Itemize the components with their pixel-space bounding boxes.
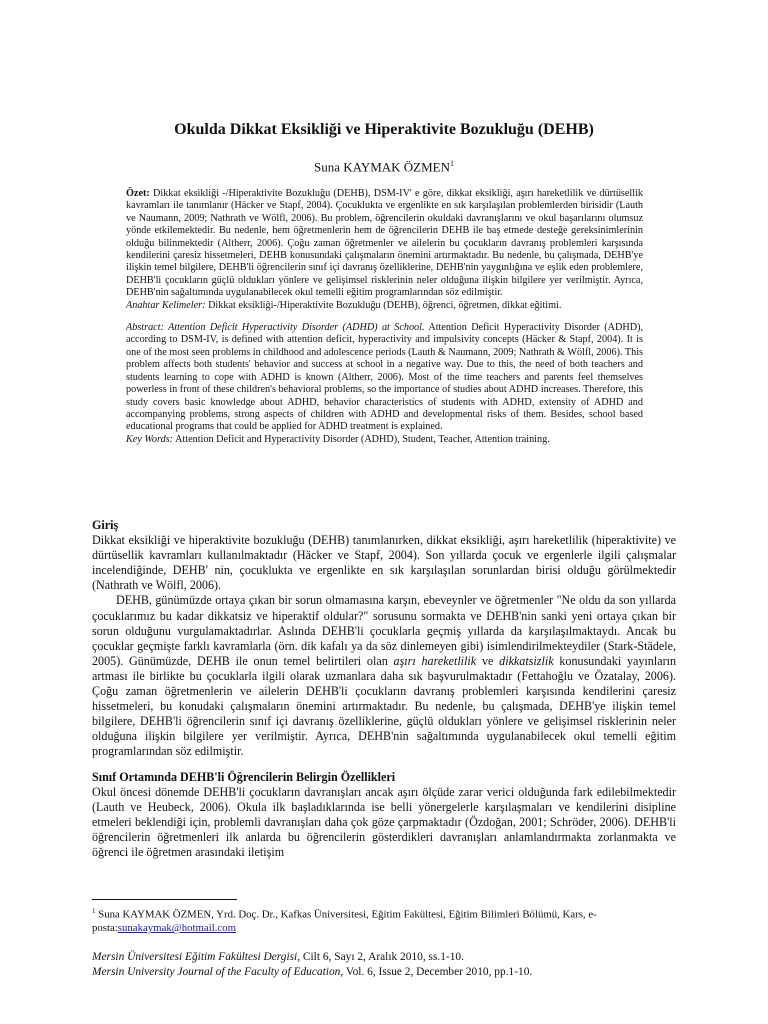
intro-paragraph-2 [92, 593, 676, 759]
intro-p2-term-1: aşırı hareketlilik [393, 653, 477, 668]
paper-title: Okulda Dikkat Eksikliği ve Hiperaktivite Bozukluğu (DEHB) [174, 121, 594, 138]
keywords-tr-label: Anahtar Kelimeler: [126, 299, 206, 311]
abstract-en [126, 322, 643, 434]
keywords-tr-text: Dikkat eksikliği-/Hiperaktivite Bozukluğu (DEHB), öğrenci, öğretmen, dikkat eğitimi. [208, 299, 562, 311]
abstract-block [126, 188, 643, 446]
footnote-mark: 1 [92, 907, 96, 915]
journal-details-tr: , Cilt 6, Sayı 2, Aralık 2010, ss.1-10. [297, 951, 464, 963]
journal-name-tr: Mersin Üniversitesi Eğitim Fakültesi Dergisi [92, 951, 298, 963]
abstract-tr-label: Özet: [126, 188, 150, 199]
abstract-en-label: Abstract: Attention Deficit Hyperactivity Disorder (ADHD) at School. [126, 322, 425, 334]
journal-citation [92, 950, 676, 979]
intro-paragraph-1: Dikkat eksikliği ve hiperaktivite bozukluğu (DEHB) tanımlanırken, dikkat eksikliği, aşırı hareketlilik (hiperaktivite) ve dürtüsellik kavramları kullanılmaktadır (Häcker ve Stapf, 2004). Son yıllarda çocuk ve ergenlerle ilgili çalışmalar incelendiğinde, DEHB' nin, çocuklukta ve ergenlikte en sık karşılaşılan sorunlardan birisi olduğu görülmektedir (Nathrath ve Wölfl, 2006). [92, 533, 676, 593]
journal-citation-en [92, 965, 676, 980]
intro-p2-and: ve [481, 653, 494, 668]
intro-p2-term-2: dikkatsizlik [499, 653, 554, 668]
abstract-tr-text: Dikkat eksikliği -/Hiperaktivite Bozukluğu (DEHB), DSM-IV' e göre, dikkat eksikliği, aşırı hareketlilik ve dürtüsellik kavramları ile tanımlanır (Häcker ve Stapf, 2004). Çocuklukta ve ergenlikte en sık karşılaşılan problemlerden birisidir (Lauth ve Naumann, 2009; Nathrath ve Wölfl, 2006). Bu problem, öğrencilerin okuldaki davranışlarını ve okul başarılarını olumsuz yönde etkilemektedir. Bu nedenle, hem öğretmenlerin hem de öğrencilerin DEHB ile baş etmede desteğe gereksinimlerinin olduğu bilinmektedir (Altherr, 2006). Çoğu zaman öğretmenler ve ailelerin bu çocukların davranış problemleri karşısında kendilerini çaresiz hissetmeleri, DEHB konusundaki çalışmaların önemini artırmaktadır. Bu nedenle, bu çalışmada, DEHB'ye ilişkin temel bilgilere, DEHB'li öğrencilerin sınıf içi davranış özelliklerine, DEHB'nin yaygınlığına ve eşlik eden problemlere, DEHB'li çocukların güçlü oldukları yönlere ve gelişimsel risklerinin neler olduğuna ilişkin bilgilere yer verilmiştir. Ayrıca, DEHB'nin sağaltımında uygulanabilecek okul temelli eğitim programlarından söz edilmiştir. [126, 188, 644, 299]
abstract-en-text: Attention Deficit Hyperactivity Disorder (ADHD), according to DSM-IV, is defined with attention deficit, hyperactivity and impulsivity concepts (Häcker & Stapf, 2004). It is one of the most seen problems in childhood and adolescence periods (Lauth & Naumann, 2009; Nathrath & Wölfl, 2006). This problem affects both students' behavior and success at school in a negative way. Due to this, the need of both teachers and students learning to cope with ADHD is known (Altherr, 2006). Most of the time teachers and parents feel themselves powerless in front of these children's behavioral problems, so the importance of studies about ADHD increases. Therefore, this study covers basic knowledge about ADHD, behavior characteristics of students with ADHD, extensity of ADHD and accompanying problems, strong aspects of children with ADHD and developmental risks of them. Besides, school based educational programs that could be applied for ADHD treatment is explained. [126, 322, 644, 433]
footnote-text: Suna KAYMAK ÖZMEN, Yrd. Doç. Dr., Kafkas Üniversitesi, Eğitim Fakültesi, Eğitim Bilimleri Bölümü, Kars, e-posta: [92, 908, 597, 935]
keywords-en-text: Attention Deficit and Hyperactivity Disorder (ADHD), Student, Teacher, Attention training. [175, 433, 550, 445]
keywords-en-label: Key Words: [126, 433, 174, 445]
footnote-divider [92, 899, 237, 900]
footnote [92, 905, 676, 936]
intro-p2-part-b: konusundaki yayınların artması ile birlikte bu çocuklarla ilgili olarak uzmanlara daha sık başvurulmaktadır (Fettahoğlu ve Özatalay, 2006). Çoğu zaman öğretmenlerin ve ailelerin DEHB'li çocukların davranış problemleri karşısında kendilerini çaresiz hissetmeleri, bu konudaki çalışmaların önemini artırmaktadır. Bu nedenle, bu çalışmada, DEHB'ye ilişkin temel bilgilere, DEHB'li öğrencilerin sınıf içi davranış özelliklerine, güçlü oldukları yönlere ve gelişimsel risklerinin neler olduğuna ilişkin bilgilere yer verilmiştir. Ayrıca, DEHB'nin sağaltımında uygulanabilecek okul temelli eğitim programlarından söz edilmiştir. [92, 653, 677, 759]
section-2-paragraph-1: Okul öncesi dönemde DEHB'li çocukların davranışları ancak aşırı ölçüde zarar verici olduğunda fark edilebilmektedir (Lauth ve Heubeck, 2006). Okula ilk başladıklarında ise belli yönergelerle karşılaşmaları ve kendilerini disipline etmeleri beklendiği için, problemli davranışları daha çok göze çarpmaktadır (Özdoğan, 2001; Schröder, 2006). DEHB'li öğrencilerin öğretmenleri ilk anlarda bu öğrencilerin gösterdikleri davranışları anlamlandırmakta zorlanmakta ve öğrenci ile öğretmen arasındaki iletişim [92, 784, 676, 859]
section-2-heading: Sınıf Ortamında DEHB'li Öğrencilerin Belirgin Özellikleri [92, 769, 396, 784]
author-footnote-mark: 1 [450, 159, 455, 168]
author-line [92, 156, 676, 175]
intro-heading: Giriş [92, 518, 119, 532]
journal-details-en: , Vol. 6, Issue 2, December 2010, pp.1-10. [340, 965, 533, 978]
journal-name-en: Mersin University Journal of the Faculty of Education [92, 965, 341, 978]
keywords-tr [126, 300, 643, 312]
body-text [92, 518, 676, 860]
author-name: Suna KAYMAK ÖZMEN [313, 159, 451, 175]
keywords-en [126, 434, 643, 446]
intro-p2-part-a: DEHB, günümüzde ortaya çıkan bir sorun olmamasına karşın, ebeveynler ve öğretmenler "Ne oldu da son yıllarda çocuklarımız bu kadar dikkatsiz ve hiperaktif oldular?" sorusunu sormakta ve DEHB'nin sanki yeni ortaya çıkan bir sorun olduğunu vurgulamaktadırlar. Aslında DEHB'li çocuklarla geçmiş yıllarda da karşılaşılmaktaydı. Ancak bu çocuklar geçmişte farklı kavramlarla (örn. dik kafalı ya da söz dinlemeyen gibi) isimlendirilmekteydiler (Stark-Städele, 2005). Günümüzde, DEHB ile onun temel belirtileri olan [92, 593, 676, 668]
footnote-email-link[interactable]: sunakaymak@hotmail.com [117, 922, 236, 935]
abstract-tr [126, 188, 643, 300]
journal-citation-tr [92, 950, 676, 965]
